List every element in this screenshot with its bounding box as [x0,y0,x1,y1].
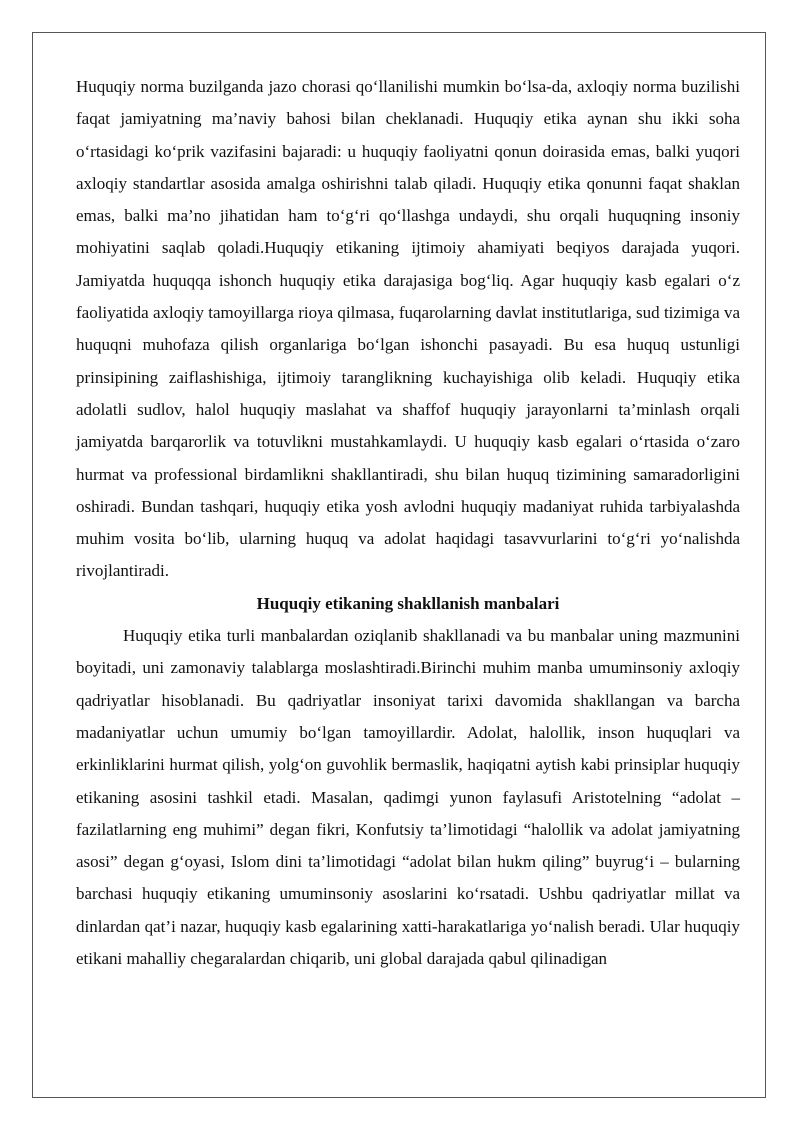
body-paragraph: Huquqiy norma buzilganda jazo chorasi qo‘llanilishi mumkin bo‘lsa-da, axloqiy norma buzilishi faqat jamiyatning ma’naviy bahosi bilan cheklanadi. Huquqiy etika aynan shu ikki soha o‘rtasidagi ko‘prik vazifasini bajaradi: u huquqiy faoliyatni qonun doirasida emas, balki yuqori axloqiy standartlar asosida amalga oshirishni talab qiladi. Huquqiy etika qonunni faqat shaklan emas, balki ma’no jihatidan ham to‘g‘ri qo‘llashga undaydi, shu orqali huquqning insoniy mohiyatini saqlab qoladi.Huquqiy etikaning ijtimoiy ahamiyati beqiyos darajada yuqori. Jamiyatda huquqqa ishonch huquqiy etika darajasiga bog‘liq. Agar huquqiy kasb egalari o‘z faoliyatida axloqiy tamoyillarga rioya qilmasa, fuqarolarning davlat institutlariga, sud tizimiga va huquqni muhofaza qilish organlariga bo‘lgan ishonchi pasayadi. Bu esa huquq ustunligi prinsipining zaiflashishiga, ijtimoiy taranglikning kuchayishiga olib keladi. Huquqiy etika adolatli sudlov, halol huquqiy maslahat va shaffof huquqiy jarayonlarni ta’minlash orqali jamiyatda barqarorlik va totuvlikni mustahkamlaydi. U huquqiy kasb egalari o‘rtasida o‘zaro hurmat va professional birdamlikni shakllantiradi, shu bilan huquq tizimining samaradorligini oshiradi. Bundan tashqari, huquqiy etika yosh avlodni huquqiy madaniyat ruhida tarbiyalashda muhim vosita bo‘lib, ularning huquq va adolat haqidagi tasavvurlarini to‘g‘ri yo‘nalishda rivojlantiradi. [76,77,740,581]
document-body [76,71,740,975]
body-paragraph: Huquqiy etika turli manbalardan oziqlanib shakllanadi va bu manbalar uning mazmunini boyitadi, uni zamonaviy talablarga moslashtiradi.Birinchi muhim manba umuminsoniy axloqiy qadriyatlar hisoblanadi. Bu qadriyatlar insoniyat tarixi davomida shakllangan va barcha madaniyatlar uchun umumiy bo‘lgan tamoyillardir. Adolat, halollik, inson huquqlari va erkinliklarini hurmat qilish, yolg‘on guvohlik bermaslik, haqiqatni aytish kabi prinsiplar huquqiy etikaning asosini tashkil etadi. Masalan, qadimgi yunon faylasufi Aristotelning “adolat – fazilatlarning eng muhimi” degan fikri, Konfutsiy ta’limotidagi “halollik va adolat jamiyatning asosi” degan g‘oyasi, Islom dini ta’limotidagi “adolat bilan hukm qiling” buyrug‘i – bularning barchasi huquqiy etikaning umuminsoniy asoslarini ko‘rsatadi. Ushbu qadriyatlar millat va dinlardan qat’i nazar, huquqiy kasb egalarining xatti-harakatlariga yo‘nalish beradi. Ular huquqiy etikani mahalliy chegaralardan chiqarib, uni global darajada qabul qilinadigan [76,626,740,969]
section-heading: Huquqiy etikaning shakllanish manbalari [256,593,560,613]
